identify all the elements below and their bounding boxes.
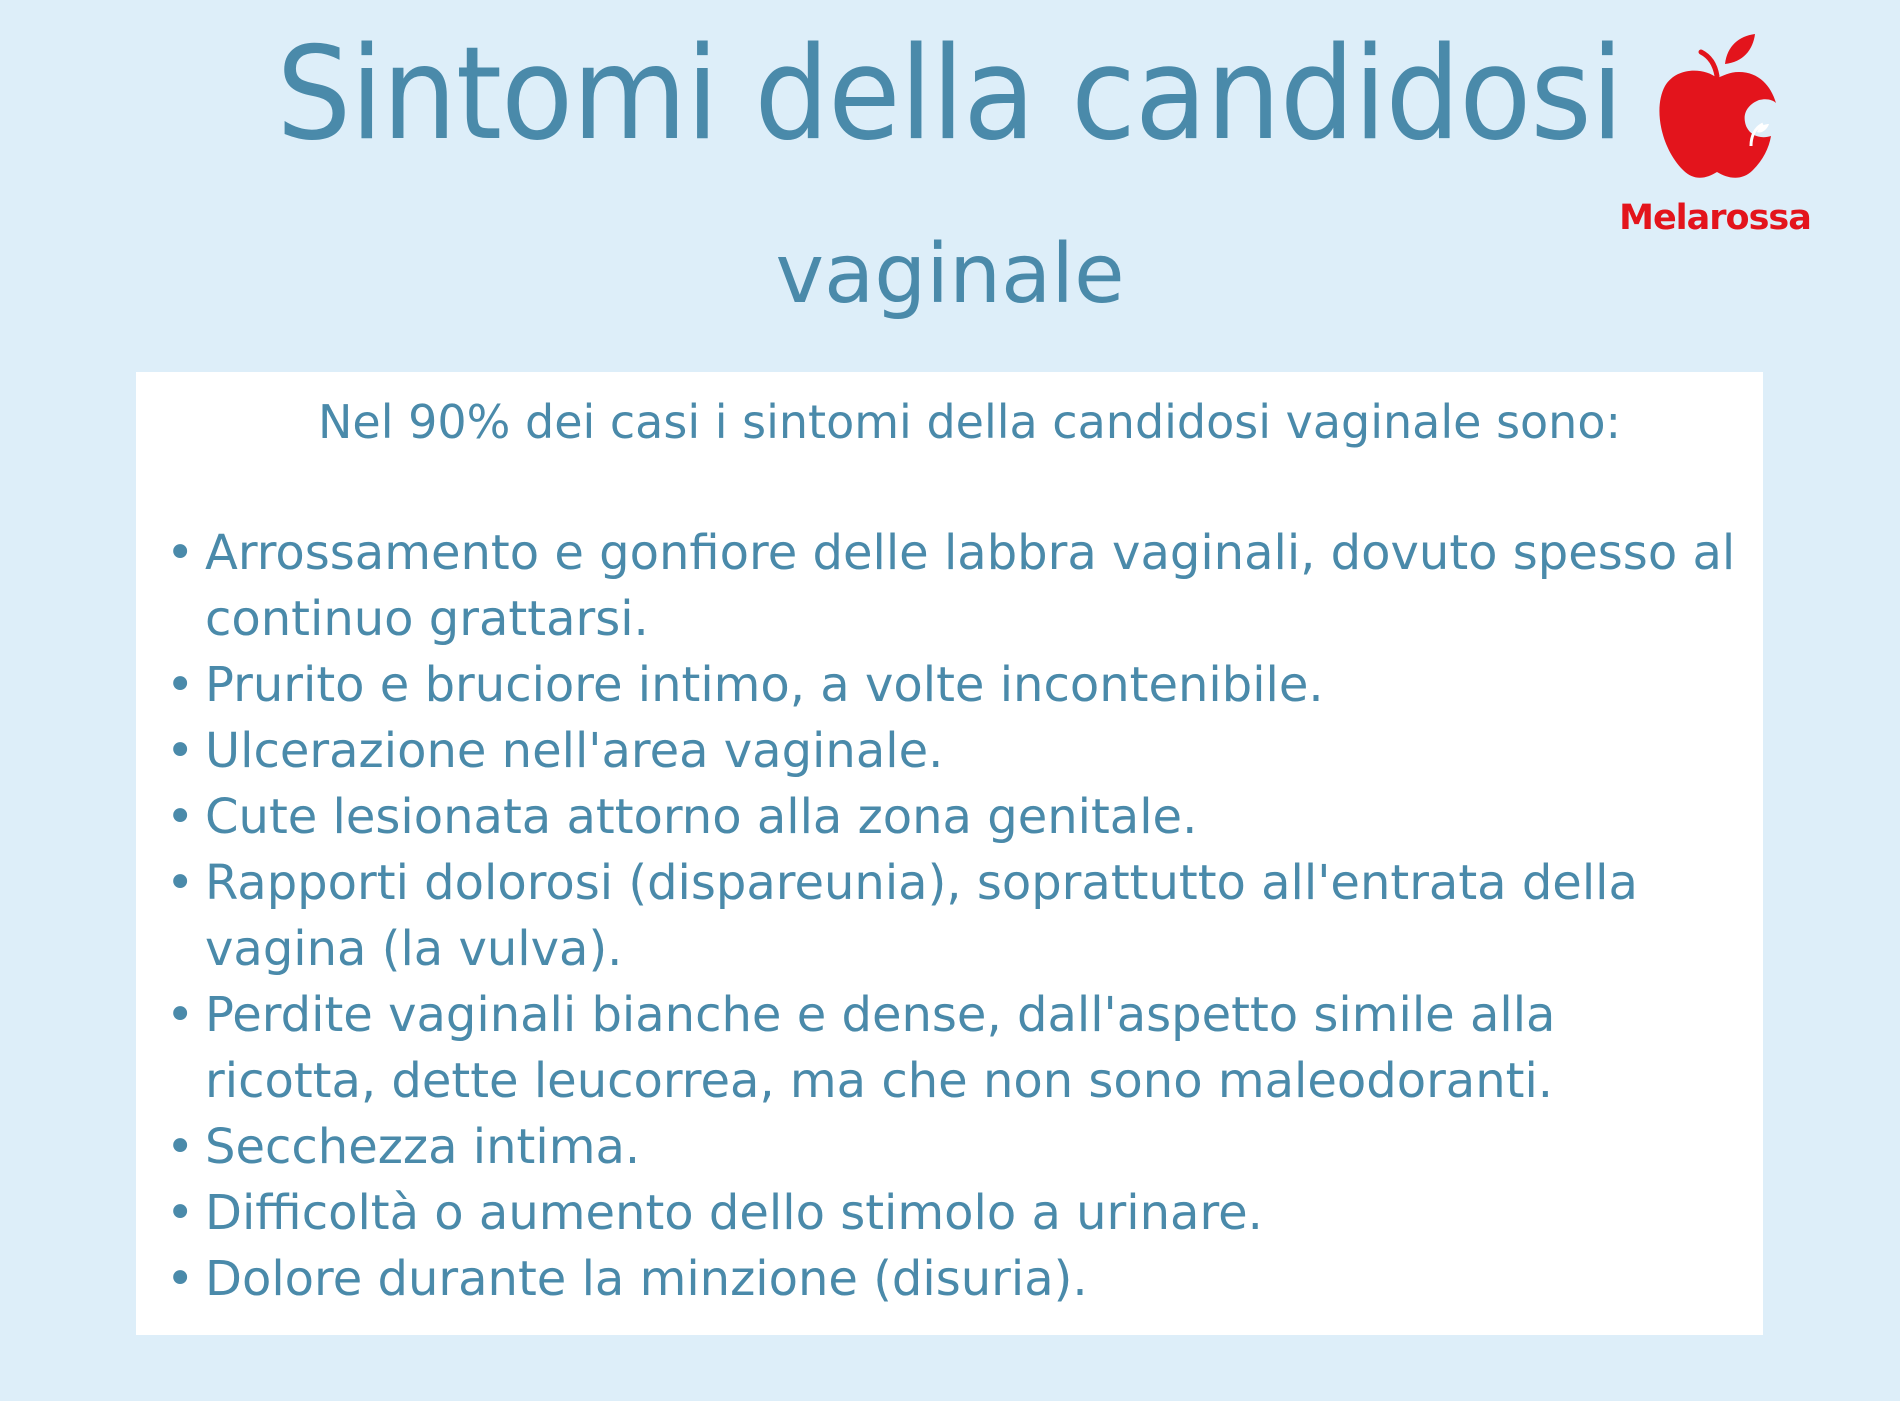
symptoms-intro: Nel 90% dei casi i sintomi della candidosi vaginale sono: xyxy=(318,395,1621,449)
bullet: • xyxy=(166,525,195,581)
bullet: • xyxy=(166,789,195,845)
list-item xyxy=(166,520,1736,652)
list-item xyxy=(166,1114,1726,1180)
list-item-line: Prurito e bruciore intimo, a volte incontenibile. xyxy=(205,657,1324,713)
list-item xyxy=(166,652,1726,718)
list-item-line: continuo grattarsi. xyxy=(205,591,649,647)
list-item xyxy=(166,784,1726,850)
list-item xyxy=(166,850,1726,982)
list-item-line: Ulcerazione nell'area vaginale. xyxy=(205,723,944,779)
list-item-line: Cute lesionata attorno alla zona genitale. xyxy=(205,789,1198,845)
list-item-line: Arrossamento e gonfiore delle labbra vaginali, dovuto spesso al xyxy=(205,525,1736,581)
list-item-line: ricotta, dette leucorrea, ma che non sono maleodoranti. xyxy=(205,1053,1554,1109)
list-item-line: Difficoltà o aumento dello stimolo a urinare. xyxy=(205,1185,1263,1241)
bullet: • xyxy=(166,855,195,911)
list-item-line: Rapporti dolorosi (dispareunia), soprattutto all'entrata della xyxy=(205,855,1638,911)
bullet: • xyxy=(166,723,195,779)
bullet: • xyxy=(166,1119,195,1175)
page-title-text: Sintomi della candidosi xyxy=(276,20,1624,169)
bullet: • xyxy=(166,1185,195,1241)
brand-logo-text: Melarossa xyxy=(1619,198,1811,238)
symptoms-list xyxy=(166,520,1736,1312)
list-item-line: Dolore durante la minzione (disuria). xyxy=(205,1251,1088,1307)
brand-logo xyxy=(1615,28,1815,243)
symptoms-card xyxy=(136,372,1763,1335)
list-item xyxy=(166,718,1726,784)
list-item xyxy=(166,1246,1726,1312)
list-item-line: Secchezza intima. xyxy=(205,1119,641,1175)
apple-icon xyxy=(1655,28,1780,198)
list-item xyxy=(166,1180,1726,1246)
bullet: • xyxy=(166,657,195,713)
page-subtitle: vaginale xyxy=(775,227,1125,322)
list-item xyxy=(166,982,1726,1114)
bullet: • xyxy=(166,987,195,1043)
list-item-line: vagina (la vulva). xyxy=(205,921,623,977)
bullet: • xyxy=(166,1251,195,1307)
list-item-line: Perdite vaginali bianche e dense, dall'aspetto simile alla xyxy=(205,987,1556,1043)
